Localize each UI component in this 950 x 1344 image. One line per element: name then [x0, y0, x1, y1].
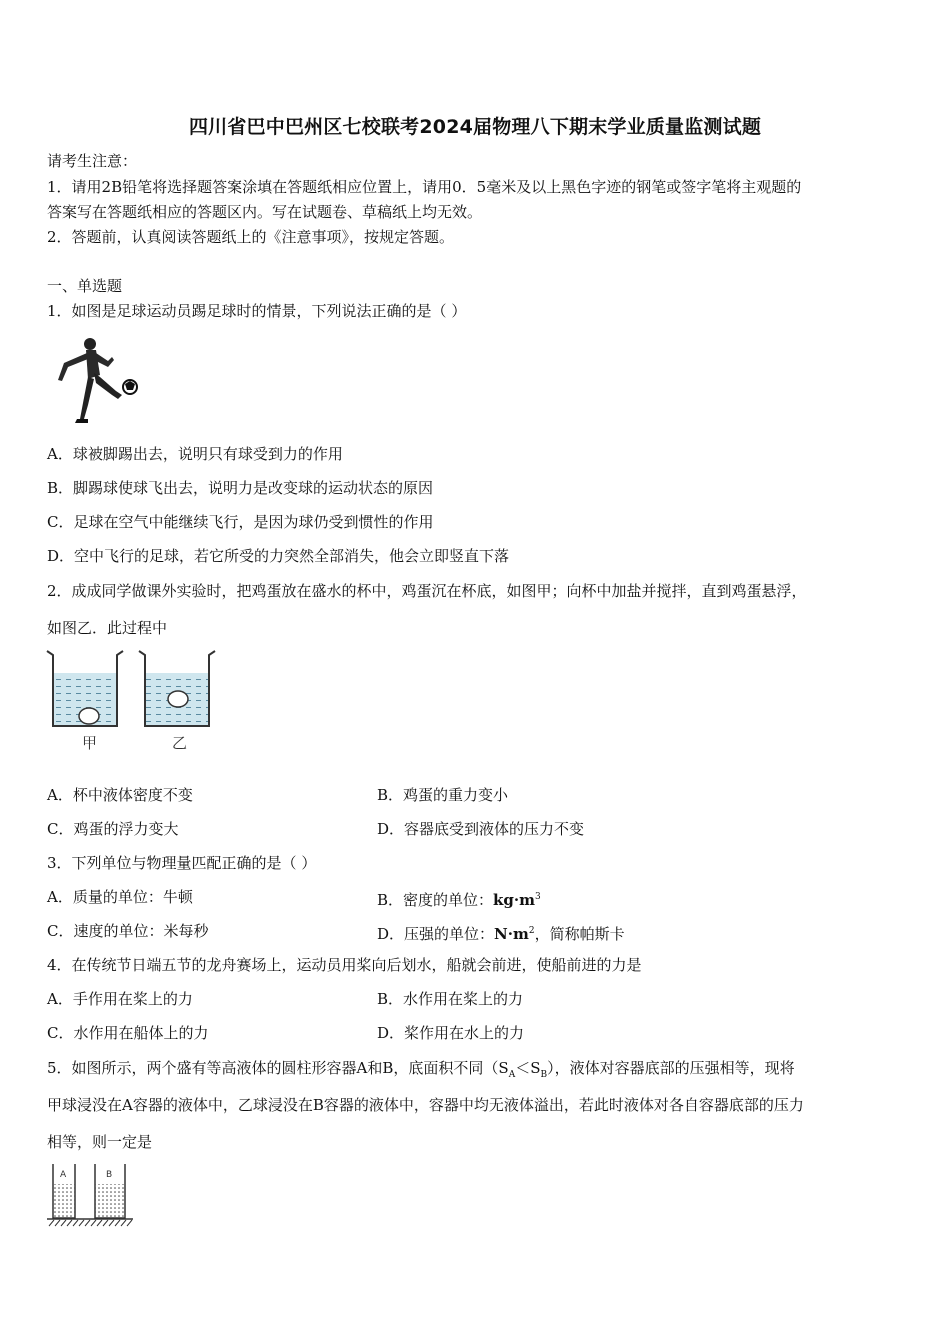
q3-option-d: D．压强的单位：$N\cdot m^2$，简称帕斯卡: [377, 925, 625, 943]
q1-option-a: A．球被脚踢出去，说明只有球受到力的作用: [47, 445, 343, 463]
notice-item-2: 2．答题前，认真阅读答题纸上的《注意事项》，按规定答题。: [47, 228, 455, 246]
notice-item-1-line-1: 1．请用2B铅笔将选择题答案涂填在答题纸相应位置上，请用0．5毫米及以上黑色字迹的钢笔或签字笔将主观题的: [47, 178, 802, 196]
q3-option-a: A．质量的单位：牛顿: [47, 888, 193, 906]
q2-option-d: D．容器底受到液体的压力不变: [377, 820, 585, 838]
q2-stem-line-2: 如图乙．此过程中: [47, 619, 168, 637]
q2-stem-line-1: 2．成成同学做课外实验时，把鸡蛋放在盛水的杯中，鸡蛋沉在杯底，如图甲；向杯中加盐并搅拌，直到鸡蛋悬浮，: [47, 582, 807, 600]
q3-option-c: C．速度的单位：米每秒: [47, 922, 209, 940]
containers-ab-figure: [45, 1162, 137, 1230]
q1-stem: 1．如图是足球运动员踢足球时的情景，下列说法正确的是（ ）: [47, 302, 467, 320]
q4-option-c: C．水作用在船体上的力: [47, 1024, 209, 1042]
container-label-a: A: [60, 1170, 67, 1180]
q5-stem-line-3: 相等，则一定是: [47, 1133, 153, 1151]
q2-option-b: B．鸡蛋的重力变小: [377, 786, 509, 804]
beaker-egg-figure: [44, 648, 219, 756]
container-label-b: B: [106, 1170, 113, 1180]
q1-option-c: C．足球在空气中能继续飞行，是因为球仍受到惯性的作用: [47, 513, 434, 531]
notice-heading: 请考生注意：: [47, 152, 138, 170]
q5-stem-line-1: 5．如图所示，两个盛有等高液体的圆柱形容器A和B，底面积不同$(S_A<S_B)$，液体对容器底部的压强相等，现将: [47, 1059, 795, 1080]
q2-option-c: C．鸡蛋的浮力变大: [47, 820, 179, 838]
q3-option-b: B．密度的单位：$kg\cdot m^3$: [377, 891, 541, 909]
notice-item-1-line-2: 答案写在答题纸相应的答题区内。写在试题卷、草稿纸上均无效。: [47, 203, 483, 221]
q4-stem: 4．在传统节日端五节的龙舟赛场上，运动员用桨向后划水，船就会前进，使船前进的力是: [47, 956, 642, 974]
q4-option-a: A．手作用在桨上的力: [47, 990, 193, 1008]
q1-option-d: D．空中飞行的足球，若它所受的力突然全部消失，他会立即竖直下落: [47, 547, 510, 565]
figure-label-yi: 乙: [172, 734, 188, 752]
q2-option-a: A．杯中液体密度不变: [47, 786, 193, 804]
q3-stem: 3．下列单位与物理量匹配正确的是（ ）: [47, 854, 317, 872]
q1-option-b: B．脚踢球使球飞出去，说明力是改变球的运动状态的原因: [47, 479, 434, 497]
page-title: 四川省巴中巴州区七校联考2024届物理八下期末学业质量监测试题: [188, 116, 762, 138]
section-heading: 一、单选题: [47, 277, 123, 295]
soccer-player-figure: [50, 335, 142, 427]
q4-option-d: D．桨作用在水上的力: [377, 1024, 525, 1042]
figure-label-jia: 甲: [82, 734, 98, 752]
q4-option-b: B．水作用在桨上的力: [377, 990, 524, 1008]
q5-stem-line-2: 甲球浸没在A容器的液体中，乙球浸没在B容器的液体中，容器中均无液体溢出，若此时液体对各自容器底部的压力: [47, 1096, 804, 1114]
